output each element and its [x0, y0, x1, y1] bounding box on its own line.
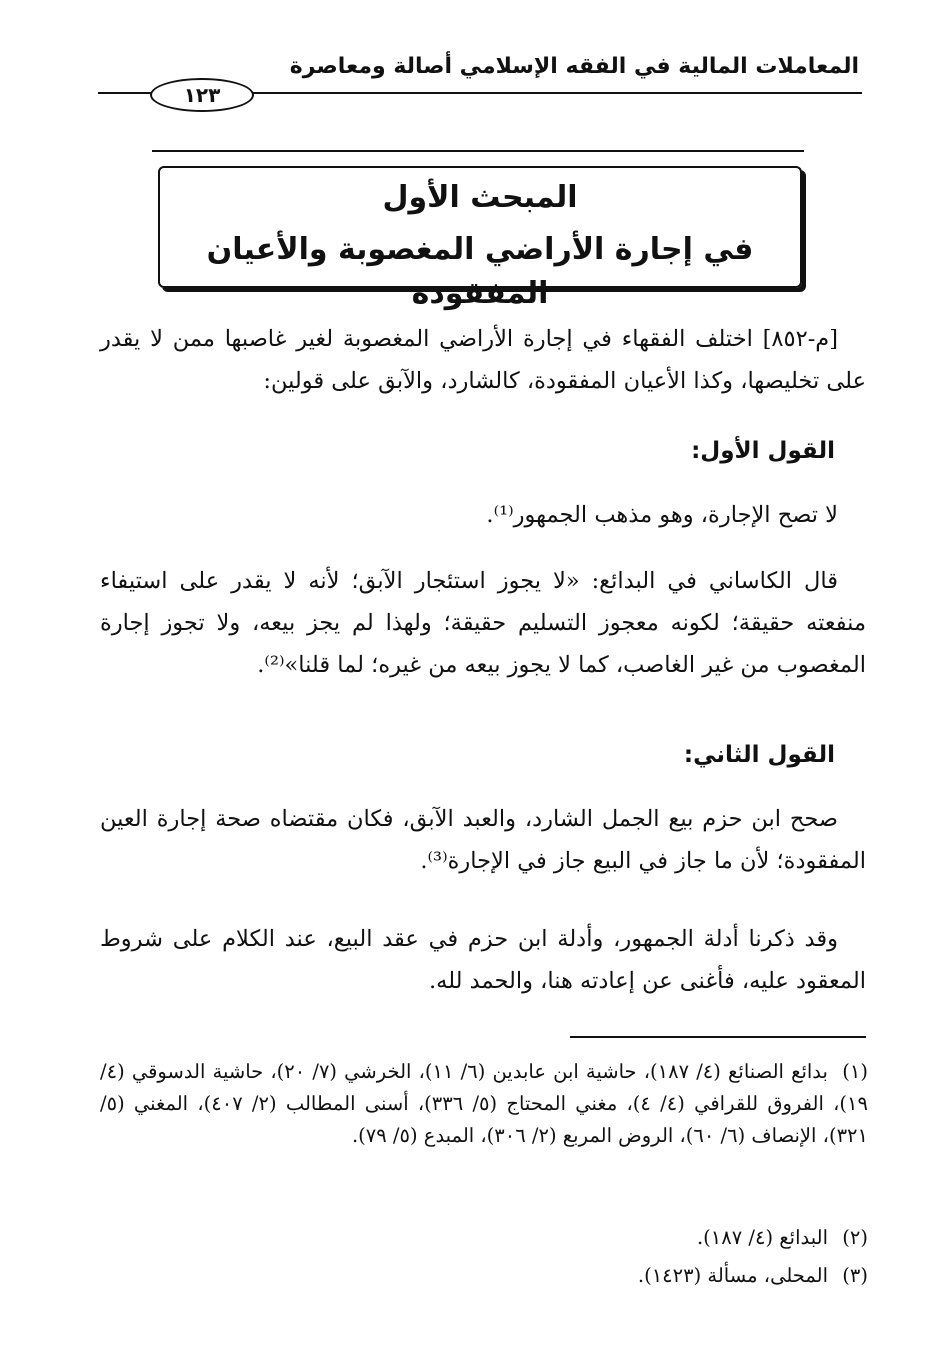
section-title-box [158, 166, 802, 311]
footnote-divider [570, 1036, 866, 1038]
footnote-2 [100, 1222, 868, 1254]
footnote-number: (١) [842, 1060, 868, 1083]
footnote-text: المحلى، مسألة (١٤٢٣). [637, 1264, 828, 1287]
intro-text: [م-٨٥٢] اختلف الفقهاء في إجارة الأراضي المغصوبة لغير غاصبها ممن لا يقدر على تخليصها، وكذا الأعيان المفقودة، كالشارد، والآبق على قولين: [100, 326, 866, 394]
footnote-text: البدائع (٤/ ١٨٧). [696, 1226, 828, 1249]
page-number-badge: ١٢٣ [150, 78, 254, 112]
section-subtitle: في إجارة الأراضي المغصوبة والأعيان المفقودة [206, 232, 754, 311]
second-opinion-text: صحح ابن حزم بيع الجمل الشارد، والعبد الآبق، فكان مقتضاه صحة إجارة العين المفقودة؛ لأن ما جاز في البيع جاز في الإجارة⁽³⁾. [100, 806, 866, 874]
conclusion-paragraph [100, 918, 866, 1002]
footnote-number: (٣) [842, 1264, 868, 1287]
section-title: المبحث الأول [382, 180, 578, 215]
running-header-title: المعاملات المالية في الفقه الإسلامي أصالة ومعاصرة [289, 54, 859, 79]
kasani-quote-text: قال الكاساني في البدائع: «لا يجوز استئجار الآبق؛ لأنه لا يقدر على استيفاء منفعته حقيقة؛ لكونه معجوز التسليم حقيقة؛ ولهذا لم يجز بيعه، ولا تجوز إجارة المغصوب من غير الغاصب، كما لا يجوز بيعه من غيره؛ لما قلنا»⁽²⁾. [100, 568, 866, 678]
second-opinion-heading: القول الثاني: [683, 742, 835, 768]
footnote-text: بدائع الصنائع (٤/ ١٨٧)، حاشية ابن عابدين (٦/ ١١)، الخرشي (٧/ ٢٠)، حاشية الدسوقي (٤/ ١٩)، الفروق للقرافي (٤/ ٤)، مغني المحتاج (٥/ ٣٣٦)، أسنى المطالب (٢/ ٤٠٧)، المغني (٥/ ٣٢١)، الإنصاف (٦/ ٦٠)، الروض المربع (٢/ ٣٠٦)، المبدع (٥/ ٧٩). [100, 1060, 868, 1147]
conclusion-text: وقد ذكرنا أدلة الجمهور، وأدلة ابن حزم في عقد البيع، عند الكلام على شروط المعقود عليه، فأغنى عن إعادته هنا، والحمد لله. [100, 926, 866, 994]
section-title-top-rule [152, 150, 804, 152]
kasani-quote-paragraph [100, 560, 866, 686]
intro-paragraph [100, 318, 866, 402]
first-opinion-text: لا تصح الإجارة، وهو مذهب الجمهور⁽¹⁾. [486, 502, 838, 528]
first-opinion-paragraph [100, 494, 866, 536]
footnote-3 [100, 1260, 868, 1292]
second-opinion-paragraph [100, 798, 866, 882]
footnote-1 [100, 1056, 868, 1152]
footnote-number: (٢) [842, 1226, 868, 1249]
first-opinion-heading: القول الأول: [691, 438, 835, 464]
